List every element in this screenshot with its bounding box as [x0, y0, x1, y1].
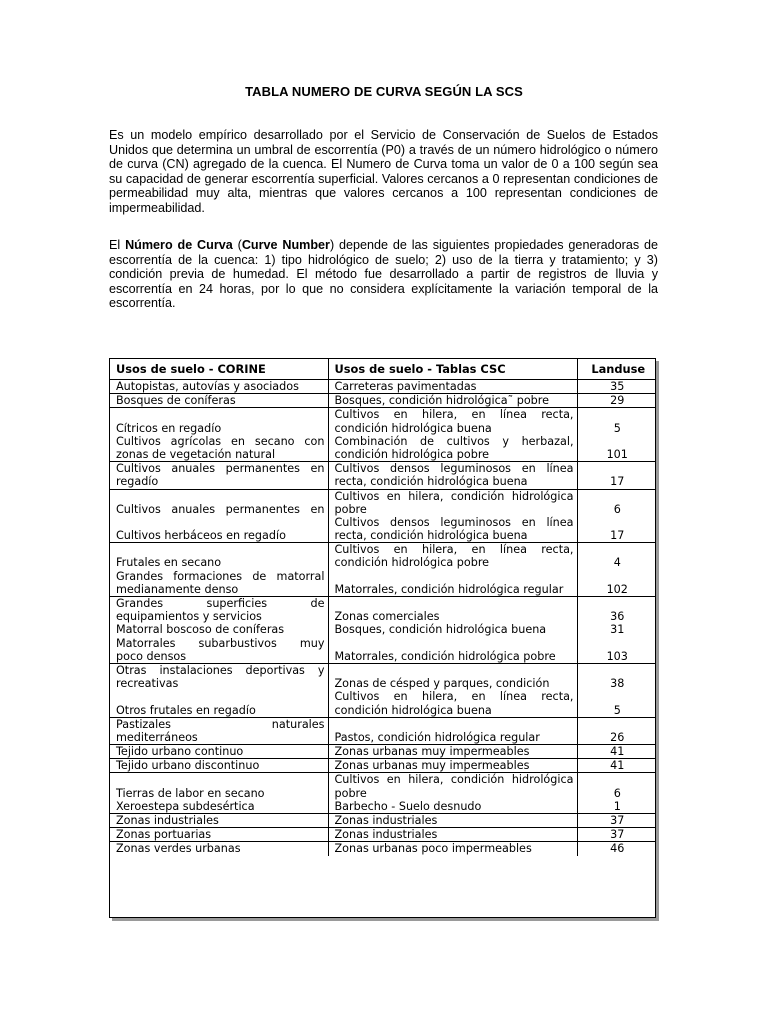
table-row	[110, 745, 656, 759]
csc-line: condición hidrológica buena	[334, 421, 492, 435]
corine-line	[110, 773, 328, 786]
landuse-line: 17	[610, 529, 625, 543]
csc-line	[329, 570, 577, 583]
table-row	[110, 489, 656, 543]
table-row	[110, 408, 656, 462]
para2-el: El	[109, 238, 121, 252]
cell-landuse	[577, 380, 656, 394]
cell-corine	[110, 462, 328, 489]
cell-landuse	[577, 745, 656, 759]
cell-corine	[110, 814, 328, 828]
para2-rest: ) depende de las siguientes propiedades generadoras de escorrentía de la cuenca: 1) tipo hidrológico de suelo; 2) uso de la tierra y tratamiento; y 3) condición previa de humedad. El método fue desarrollado a partir de registros de lluvia y escorrentía en 24 horas, por lo que no considera explícitamente la variación temporal de la escorrentía.	[109, 238, 659, 311]
csc-line: Zonas urbanas muy impermeables	[334, 745, 530, 759]
csc-line: Cultivos en hilera, condición hidrológica	[334, 773, 574, 787]
landuse-line	[578, 516, 657, 529]
cell-corine	[110, 597, 328, 664]
table-row	[110, 394, 656, 408]
csc-line: Zonas comerciales	[334, 610, 440, 624]
cell-landuse	[577, 408, 656, 462]
landuse-line: 101	[606, 447, 628, 461]
corine-line: Otras instalaciones deportivas y	[116, 663, 325, 677]
corine-line: Zonas verdes urbanas	[116, 842, 241, 856]
corine-line: Zonas industriales	[116, 814, 219, 827]
cell-landuse	[577, 489, 656, 543]
table-header-row	[110, 359, 656, 380]
landuse-line: 41	[610, 745, 625, 759]
table-body	[110, 380, 656, 856]
table-row	[110, 717, 656, 744]
csc-line	[329, 664, 577, 677]
cell-landuse	[577, 773, 656, 814]
corine-line: Pastizales naturales	[116, 717, 325, 731]
csc-line: recta, condición hidrológica buena	[334, 529, 528, 543]
corine-line	[110, 690, 328, 703]
landuse-line: 37	[610, 814, 625, 827]
csc-line	[329, 637, 577, 650]
csc-line: Combinación de cultivos y herbazal,	[334, 434, 574, 448]
table-row	[110, 380, 656, 394]
landuse-line: 46	[610, 842, 625, 856]
cell-csc	[328, 717, 577, 744]
cell-landuse	[577, 597, 656, 664]
landuse-line: 38	[610, 677, 625, 691]
csc-line: pobre	[334, 502, 367, 516]
csc-line: Cultivos en hilera, condición hidrológica	[334, 489, 574, 503]
cell-corine	[110, 489, 328, 543]
landuse-line: 26	[610, 730, 625, 744]
curve-number-paragraph	[109, 238, 658, 311]
csc-line: Bosques, condición hidrológica˜ pobre	[334, 394, 550, 408]
corine-line: Matorral boscoso de coníferas	[116, 623, 285, 637]
corine-line: medianamente denso	[116, 582, 239, 596]
csc-line: Zonas de césped y parques, condición	[334, 677, 550, 691]
corine-line: equipamientos y servicios	[116, 610, 262, 624]
corine-line: Cultivos agrícolas en secano con	[116, 434, 325, 448]
csc-line: Cultivos en hilera, en línea recta,	[334, 543, 574, 557]
cell-csc	[328, 408, 577, 462]
corine-line: poco densos	[116, 649, 187, 663]
cell-corine	[110, 842, 328, 856]
corine-line: Tierras de labor en secano	[116, 786, 265, 800]
csc-line: Zonas urbanas muy impermeables	[334, 759, 530, 773]
landuse-line: 6	[613, 786, 621, 800]
landuse-line	[578, 664, 657, 677]
landuse-line: 102	[606, 582, 628, 596]
cell-landuse	[577, 828, 656, 842]
csc-line: pobre	[334, 786, 367, 800]
csc-line: Matorrales, condición hidrológica pobre	[334, 649, 556, 663]
header-csc: Usos de suelo - Tablas CSC	[328, 359, 577, 380]
corine-line: Cultivos herbáceos en regadío	[116, 529, 286, 543]
corine-line: Matorrales subarbustivos muy	[116, 636, 325, 650]
corine-line: Frutales en secano	[116, 556, 222, 570]
table-row	[110, 842, 656, 856]
cell-csc	[328, 394, 577, 408]
landuse-line	[578, 408, 657, 421]
landuse-line	[578, 637, 657, 650]
intro-paragraph: Es un modelo empírico desarrollado por el Servicio de Conservación de Suelos de Estados Unidos que determina un umbral de escorrentía (P0) a través de un número hidrológico o número de curva (CN) agregado de la cuenca. El Numero de Curva toma un valor de 0 a 100 según sea su capacidad de generar escorrentía superficial. Valores cercanos a 0 representan condiciones de permeabilidad muy alta, mientras que valores cercanos a 100 representan condiciones de impermeabilidad.	[109, 128, 658, 215]
document-title: TABLA NUMERO DE CURVA SEGÚN LA SCS	[245, 84, 523, 99]
cell-corine	[110, 745, 328, 759]
corine-line: Tejido urbano continuo	[116, 745, 244, 759]
header-corine: Usos de suelo - CORINE	[110, 359, 328, 380]
cell-csc	[328, 814, 577, 828]
csc-line: Carreteras pavimentadas	[334, 380, 477, 393]
landuse-line	[578, 543, 657, 556]
corine-line: Cultivos anuales permanentes en	[116, 462, 325, 476]
csc-line: recta, condición hidrológica buena	[334, 475, 528, 489]
landuse-line	[578, 490, 657, 503]
csc-line: Zonas industriales	[334, 828, 438, 842]
landuse-line	[578, 462, 657, 475]
corine-line: zonas de vegetación natural	[116, 447, 276, 461]
corine-line	[110, 543, 328, 556]
corine-line: Cultivos anuales permanentes en	[116, 502, 325, 516]
cell-landuse	[577, 462, 656, 489]
csc-line: Cultivos densos leguminosos en línea	[334, 462, 574, 476]
corine-line: Autopistas, autovías y asociados	[116, 380, 299, 393]
corine-line: Otros frutales en regadío	[116, 703, 256, 717]
table-row	[110, 759, 656, 773]
csc-line: Cultivos densos leguminosos en línea	[334, 515, 574, 529]
para2-paren: (	[237, 238, 242, 252]
table-row	[110, 663, 656, 717]
cell-landuse	[577, 663, 656, 717]
cell-csc	[328, 773, 577, 814]
cell-csc	[328, 380, 577, 394]
table-row	[110, 462, 656, 489]
cell-landuse	[577, 842, 656, 856]
csc-line: Pastos, condición hidrológica regular	[334, 730, 540, 744]
corine-line: Zonas portuarias	[116, 828, 212, 842]
csc-line: condición hidrológica buena	[334, 703, 492, 717]
landuse-line: 5	[613, 703, 621, 717]
cell-corine	[110, 759, 328, 773]
para2-bold-curve: Curve Number	[241, 238, 330, 252]
corine-line	[110, 516, 328, 529]
landuse-line: 37	[610, 828, 625, 842]
landuse-line: 17	[610, 475, 625, 489]
csc-line	[329, 718, 577, 731]
csc-line	[329, 597, 577, 610]
cell-corine	[110, 543, 328, 597]
cell-corine	[110, 408, 328, 462]
landuse-line: 6	[613, 502, 621, 516]
landuse-line	[578, 773, 657, 786]
corine-line: Bosques de coníferas	[116, 394, 236, 408]
cell-corine	[110, 717, 328, 744]
corine-line: Grandes superficies de	[116, 597, 325, 610]
cell-csc	[328, 543, 577, 597]
cell-csc	[328, 759, 577, 773]
landuse-line: 41	[610, 759, 625, 773]
cn-table	[110, 359, 656, 856]
corine-line: Tejido urbano discontinuo	[116, 759, 260, 773]
corine-line: Grandes formaciones de matorral	[116, 569, 325, 583]
landuse-line: 35	[610, 380, 625, 393]
table-row	[110, 543, 656, 597]
cell-corine	[110, 828, 328, 842]
cell-csc	[328, 828, 577, 842]
header-landuse: Landuse	[577, 359, 656, 380]
cell-corine	[110, 663, 328, 717]
cell-csc	[328, 663, 577, 717]
cell-corine	[110, 394, 328, 408]
cell-csc	[328, 462, 577, 489]
csc-line: Zonas urbanas poco impermeables	[334, 842, 532, 856]
landuse-line: 103	[606, 649, 628, 663]
corine-line	[110, 408, 328, 421]
table-row	[110, 828, 656, 842]
cell-csc	[328, 597, 577, 664]
landuse-line	[578, 718, 657, 731]
cell-landuse	[577, 394, 656, 408]
csc-line: Bosques, condición hidrológica buena	[334, 623, 547, 637]
table-row	[110, 597, 656, 664]
corine-line	[110, 490, 328, 503]
para2-bold-numero: Número de Curva	[125, 238, 233, 252]
cell-corine	[110, 380, 328, 394]
landuse-line	[578, 597, 657, 610]
csc-line: Cultivos en hilera, en línea recta,	[334, 408, 574, 422]
corine-line: recreativas	[116, 677, 179, 691]
corine-line: Xeroestepa subdesértica	[116, 799, 255, 813]
cell-csc	[328, 745, 577, 759]
corine-line: mediterráneos	[116, 730, 198, 744]
corine-line: Cítricos en regadío	[116, 421, 222, 435]
landuse-line	[578, 435, 657, 448]
landuse-line: 4	[613, 556, 621, 570]
csc-line: Zonas industriales	[334, 814, 438, 827]
cell-landuse	[577, 717, 656, 744]
cell-corine	[110, 773, 328, 814]
cell-landuse	[577, 543, 656, 597]
landuse-line: 29	[610, 394, 625, 408]
corine-line: regadío	[116, 475, 159, 489]
landuse-line: 31	[610, 623, 625, 637]
cell-csc	[328, 489, 577, 543]
landuse-line: 5	[613, 421, 621, 435]
cell-csc	[328, 842, 577, 856]
csc-line: condición hidrológica pobre	[334, 556, 490, 570]
csc-line: Barbecho - Suelo desnudo	[334, 799, 482, 813]
landuse-line	[578, 690, 657, 703]
csc-line: Matorrales, condición hidrológica regular	[334, 582, 564, 596]
landuse-line: 36	[610, 610, 625, 624]
csc-line: condición hidrológica pobre	[334, 447, 490, 461]
landuse-line	[578, 570, 657, 583]
cell-landuse	[577, 814, 656, 828]
curve-number-table	[109, 358, 656, 918]
table-row	[110, 773, 656, 814]
landuse-line: 1	[613, 799, 621, 813]
csc-line: Cultivos en hilera, en línea recta,	[334, 690, 574, 704]
table-row	[110, 814, 656, 828]
cell-landuse	[577, 759, 656, 773]
